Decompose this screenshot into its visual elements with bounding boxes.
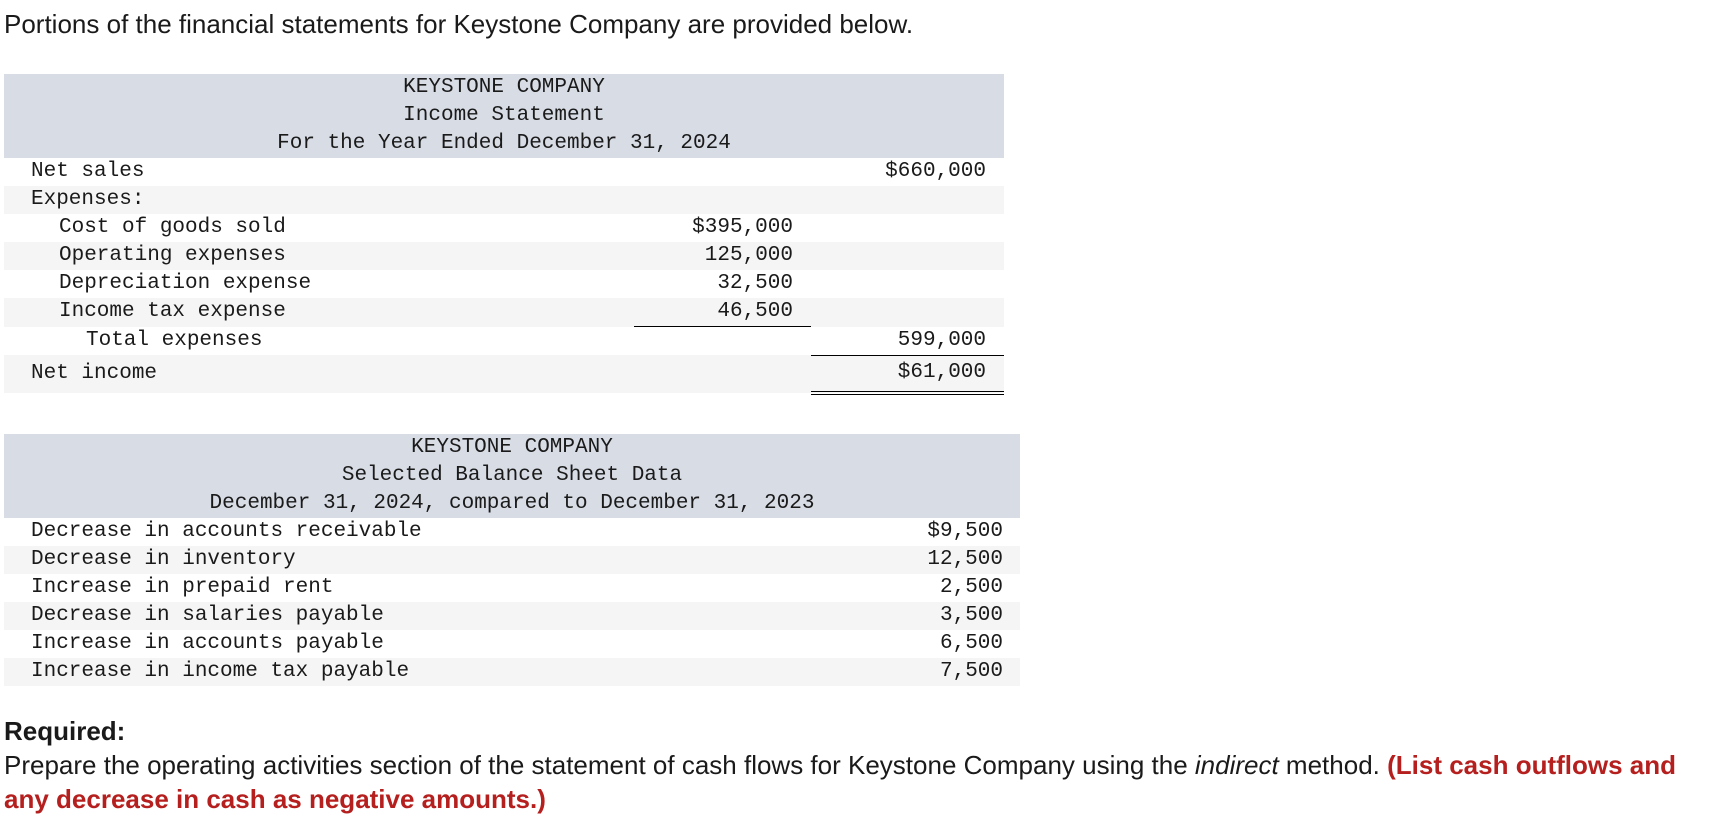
row-label: Expenses:	[4, 186, 634, 214]
row-value: $9,500	[804, 518, 1020, 546]
row-value: 6,500	[804, 630, 1020, 658]
table-row	[4, 327, 1004, 356]
row-value: 12,500	[804, 546, 1020, 574]
required-note: (List cash outflows and any decrease in cash as negative amounts.)	[4, 750, 1677, 814]
row-value: 7,500	[804, 658, 1020, 686]
balance-sheet-table	[4, 434, 1020, 686]
row-label: Decrease in accounts receivable	[4, 518, 804, 546]
expense-value: 32,500	[634, 270, 811, 298]
expense-value: 125,000	[634, 242, 811, 270]
table-row	[4, 630, 1020, 658]
row-label: Increase in accounts payable	[4, 630, 804, 658]
required-text-before: Prepare the operating activities section of the statement of cash flows for Keystone Company using the	[4, 750, 1195, 780]
income-company-name: KEYSTONE COMPANY	[4, 74, 1004, 102]
balance-company-name: KEYSTONE COMPANY	[4, 434, 1020, 462]
row-label: Net sales	[4, 158, 634, 186]
required-label: Required:	[4, 716, 126, 746]
table-row	[4, 270, 1004, 298]
required-emphasis: indirect	[1194, 750, 1279, 780]
row-label: Income tax expense	[4, 298, 634, 327]
income-statement-title: Income Statement	[4, 102, 1004, 130]
table-row	[4, 298, 1004, 327]
income-statement-period: For the Year Ended December 31, 2024	[4, 130, 1004, 158]
table-row	[4, 186, 1004, 214]
row-label: Increase in prepaid rent	[4, 574, 804, 602]
row-value: 3,500	[804, 602, 1020, 630]
row-label: Decrease in inventory	[4, 546, 804, 574]
row-label: Operating expenses	[4, 242, 634, 270]
income-statement-table	[4, 74, 1004, 395]
table-row	[4, 242, 1004, 270]
table-row	[4, 658, 1020, 686]
required-section	[4, 714, 1704, 816]
total-expenses-value: 599,000	[811, 327, 1004, 356]
required-text-after: method.	[1278, 750, 1388, 780]
row-label: Depreciation expense	[4, 270, 634, 298]
intro-text: Portions of the financial statements for Keystone Company are provided below.	[4, 9, 914, 39]
table-row	[4, 602, 1020, 630]
row-label: Increase in income tax payable	[4, 658, 804, 686]
row-label: Net income	[4, 355, 634, 393]
row-label: Decrease in salaries payable	[4, 602, 804, 630]
table-row	[4, 574, 1020, 602]
row-label: Total expenses	[4, 327, 634, 356]
net-income-value: $61,000	[811, 355, 1004, 393]
table-row	[4, 214, 1004, 242]
balance-sheet-title: Selected Balance Sheet Data	[4, 462, 1020, 490]
expense-value: 46,500	[634, 298, 811, 327]
net-sales-value: $660,000	[811, 158, 1004, 186]
balance-sheet-period: December 31, 2024, compared to December 31, 2023	[4, 490, 1020, 518]
table-row	[4, 518, 1020, 546]
expense-value: $395,000	[634, 214, 811, 242]
row-label: Cost of goods sold	[4, 214, 634, 242]
table-row	[4, 546, 1020, 574]
table-row	[4, 355, 1004, 393]
row-value: 2,500	[804, 574, 1020, 602]
table-row	[4, 158, 1004, 186]
